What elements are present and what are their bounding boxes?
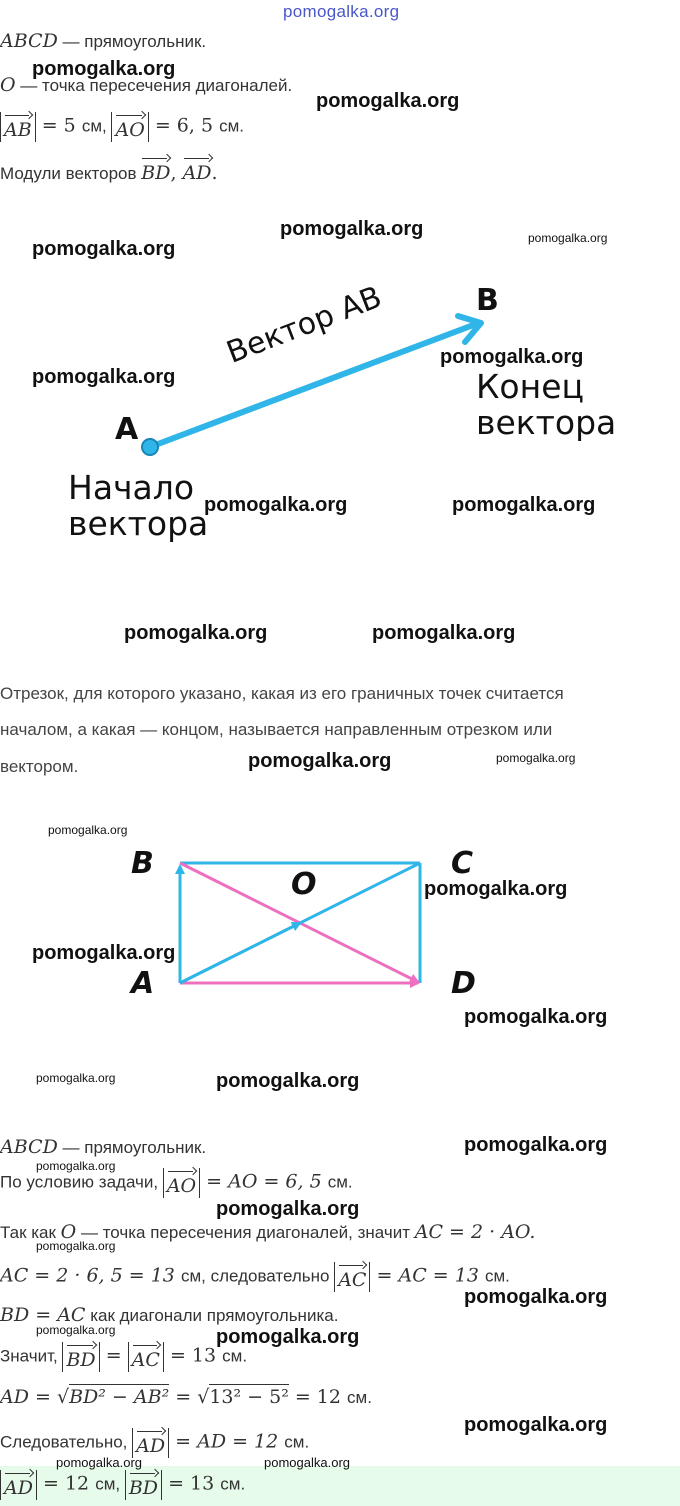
- answer-eq2: = 13: [162, 1472, 221, 1495]
- s8-text: Следовательно,: [0, 1432, 133, 1452]
- solution-line-4: [0, 1262, 510, 1292]
- watermark: pomogalka.org: [36, 1323, 116, 1337]
- eq-5: = 5: [35, 114, 82, 137]
- watermark: pomogalka.org: [32, 58, 176, 80]
- watermark: pomogalka.org: [528, 231, 608, 245]
- answer-vec1: AD: [4, 1470, 33, 1499]
- s6-abs2: [128, 1342, 164, 1372]
- s5-math: BD = AC: [0, 1304, 86, 1326]
- given-text-2: — точка пересечения диагоналей.: [15, 76, 293, 95]
- s8-vec: AD: [136, 1428, 165, 1457]
- answer-line: [0, 1470, 245, 1500]
- vector-ao: AO: [115, 112, 144, 141]
- s2-abs: [163, 1168, 200, 1198]
- definition-line-1: Отрезок, для которого указано, какая из его граничных точек считается: [0, 684, 564, 703]
- watermark: pomogalka.org: [32, 366, 176, 388]
- s2-unit: см.: [327, 1172, 353, 1192]
- watermark: pomogalka.org: [124, 622, 268, 644]
- s6-math: = 13: [163, 1344, 223, 1367]
- definition-line-2: началом, а какая — концом, называется направленным отрезком или: [0, 720, 553, 739]
- rect-label-d: D: [451, 966, 476, 1001]
- s3-text1: Так как: [0, 1223, 61, 1242]
- s8-unit: см.: [284, 1432, 310, 1452]
- watermark: pomogalka.org: [36, 1071, 116, 1085]
- point-a-label: A: [115, 412, 139, 447]
- math-o: O: [0, 74, 16, 96]
- watermark: pomogalka.org: [216, 1070, 360, 1092]
- s1-text: — прямоугольник.: [57, 1138, 207, 1157]
- math-abcd: ABCD: [0, 30, 58, 52]
- answer-abs1: [0, 1470, 37, 1500]
- given-text-4: Модули векторов: [0, 164, 142, 183]
- s6-eq: =: [99, 1344, 128, 1367]
- start-caption: [68, 470, 208, 542]
- watermark: pomogalka.org: [440, 346, 584, 368]
- answer-eq1: = 12: [36, 1472, 96, 1495]
- s2-math: = AO = 6, 5: [200, 1170, 328, 1193]
- unit-1: см,: [81, 116, 112, 136]
- s2-text: По условию задачи,: [0, 1172, 163, 1192]
- s4-vec: AC: [338, 1262, 366, 1291]
- start-caption-2: вектора: [68, 504, 209, 543]
- watermark: pomogalka.org: [464, 1414, 608, 1436]
- watermark: pomogalka.org: [264, 1455, 350, 1470]
- watermark: pomogalka.org: [36, 1239, 116, 1253]
- vector-ao: [180, 923, 300, 983]
- s7-unit: см.: [347, 1388, 372, 1407]
- given-line-3: [0, 112, 244, 142]
- watermark: pomogalka.org: [56, 1455, 142, 1470]
- rect-label-o: O: [291, 867, 317, 902]
- s4-math1: AC = 2 · 6, 5 = 13: [0, 1264, 181, 1287]
- s4-abs: [334, 1262, 370, 1292]
- watermark: pomogalka.org: [32, 238, 176, 260]
- s1-math: ABCD: [0, 1136, 58, 1158]
- s7-root1: BD² − AB²: [69, 1386, 170, 1408]
- watermark: pomogalka.org: [216, 1198, 360, 1220]
- answer-unit1: см,: [95, 1474, 125, 1494]
- given-line-4: [0, 155, 218, 184]
- s6-text: Значит,: [0, 1346, 63, 1366]
- s3-math1: O: [60, 1221, 77, 1243]
- start-point: [142, 439, 158, 455]
- watermark: pomogalka.org: [280, 218, 424, 240]
- s7-root2: 13² − 5²: [209, 1386, 289, 1408]
- answer-vec2: BD: [129, 1470, 158, 1499]
- unit-2: см.: [219, 116, 244, 136]
- vector-name-label: Вектор AB: [222, 279, 387, 371]
- s4-unit: см.: [484, 1266, 510, 1286]
- solution-line-1: [0, 1136, 206, 1158]
- rect-label-c: C: [451, 846, 474, 881]
- dot: .: [211, 162, 218, 184]
- watermark: pomogalka.org: [204, 494, 348, 516]
- start-caption-1: Начало: [68, 468, 195, 507]
- eq-65: = 6, 5: [148, 114, 220, 137]
- s7-eq: =: [169, 1386, 198, 1408]
- s3-math2: AC = 2 · AO.: [414, 1221, 536, 1243]
- watermark: pomogalka.org: [464, 1006, 608, 1028]
- answer-abs2: [125, 1470, 162, 1500]
- vector-ad: AD: [183, 155, 212, 184]
- abs-ab: [0, 112, 36, 142]
- solution-line-8: [0, 1428, 309, 1458]
- rectangle-diagram: [0, 840, 680, 1020]
- watermark: pomogalka.org: [452, 494, 596, 516]
- end-caption: [476, 369, 616, 441]
- s2-vec: AO: [167, 1168, 196, 1197]
- end-caption-1: Конец: [476, 367, 584, 406]
- watermark: pomogalka.org: [464, 1134, 608, 1156]
- rect-label-a: A: [131, 966, 155, 1001]
- s7-rhs: = 12: [288, 1386, 348, 1408]
- s6-unit: см.: [222, 1346, 248, 1366]
- watermark: pomogalka.org: [32, 942, 176, 964]
- watermark: pomogalka.org: [216, 1326, 360, 1348]
- s8-math: = AD = 12: [169, 1430, 285, 1453]
- watermark: pomogalka.org: [316, 90, 460, 112]
- abs-ao: [111, 112, 148, 142]
- s4-math2: = AC = 13: [370, 1264, 485, 1287]
- s3-text2: — точка пересечения диагоналей, значит: [76, 1223, 415, 1242]
- given-line-1: [0, 30, 206, 52]
- vector-line: [150, 324, 476, 447]
- sqrt-1: √BD² − AB²: [56, 1386, 170, 1408]
- given-text-1: — прямоугольник.: [57, 32, 207, 51]
- rect-label-b: B: [131, 846, 154, 881]
- vector-ab: AB: [4, 112, 32, 141]
- watermark: pomogalka.org: [248, 750, 392, 772]
- definition-line-3: вектором.: [0, 757, 79, 776]
- watermark: pomogalka.org: [48, 823, 128, 837]
- s7-lhs: AD =: [0, 1386, 57, 1408]
- answer-unit2: см.: [220, 1474, 246, 1494]
- s8-abs: [132, 1428, 169, 1458]
- s6-vec2: AC: [132, 1342, 160, 1371]
- watermark: pomogalka.org: [424, 878, 568, 900]
- watermark-top: pomogalka.org: [283, 2, 400, 21]
- watermark: pomogalka.org: [36, 1159, 116, 1173]
- sqrt-2: √13² − 5²: [197, 1386, 289, 1408]
- s5-text: как диагонали прямоугольника.: [85, 1306, 339, 1325]
- s6-vec1: BD: [66, 1342, 95, 1371]
- solution-line-6: [0, 1342, 247, 1372]
- solution-line-7: [0, 1386, 372, 1408]
- point-b-label: B: [476, 283, 499, 318]
- end-caption-2: вектора: [476, 403, 617, 442]
- vector-bd: BD: [141, 155, 170, 184]
- s6-abs1: [62, 1342, 99, 1372]
- sep: ,: [170, 162, 183, 184]
- watermark: pomogalka.org: [464, 1286, 608, 1308]
- s4-text: см, следовательно: [180, 1266, 335, 1286]
- watermark: pomogalka.org: [496, 751, 576, 765]
- watermark: pomogalka.org: [372, 622, 516, 644]
